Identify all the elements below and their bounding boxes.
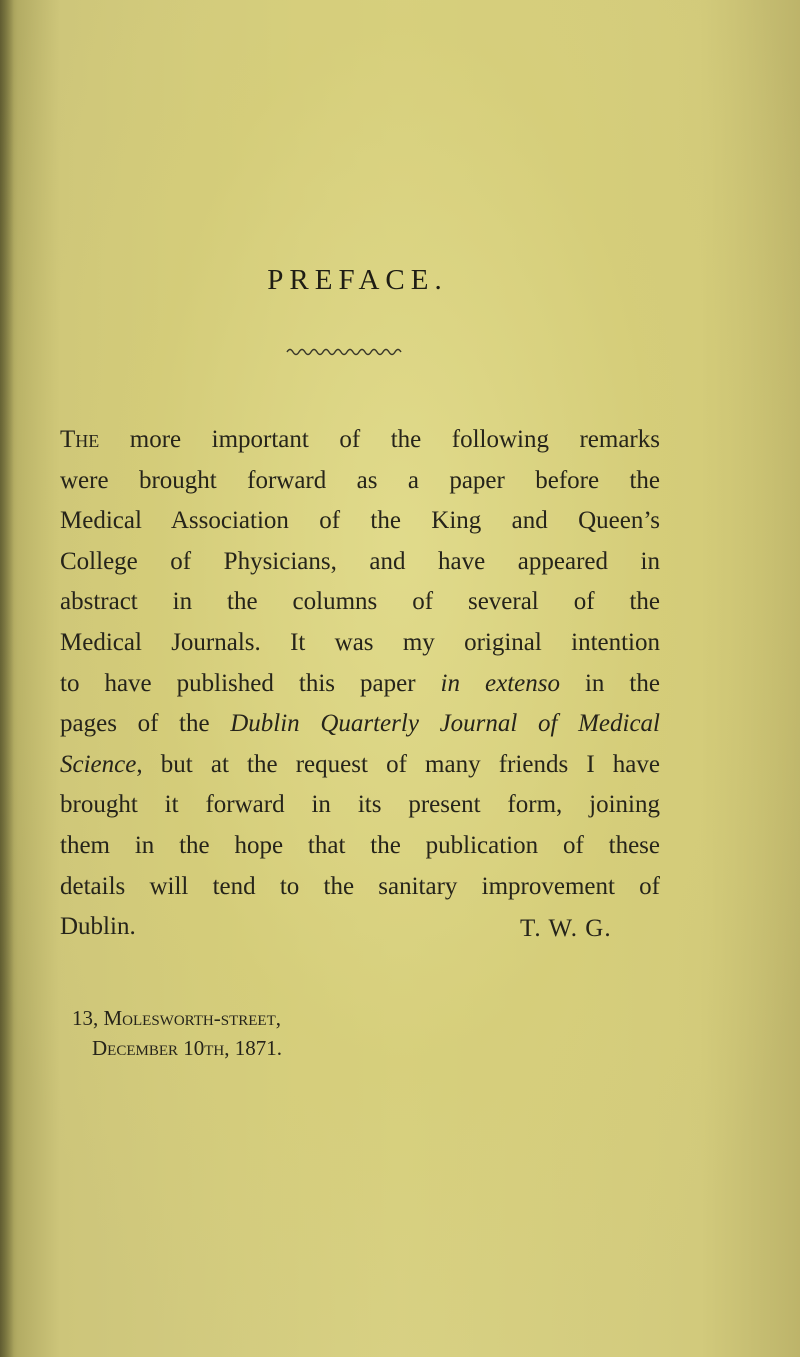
line-text: pages of the	[60, 710, 231, 738]
text-line: College of Physicians, and have appeared in	[60, 547, 660, 575]
text-line	[60, 704, 660, 745]
text-line: Medical Journals. It was my original intention	[60, 628, 660, 656]
line-text: in the	[559, 669, 660, 697]
text-line: were brought forward as a paper before the	[60, 466, 660, 494]
text-line: abstract in the columns of several of the	[60, 588, 660, 616]
binding-shadow	[0, 0, 14, 1357]
text-line: brought it forward in its present form, joining	[60, 791, 660, 819]
line-text: , but at the request of many friends I have	[136, 750, 660, 778]
line-text: more important of the following remarks	[99, 426, 660, 453]
text-line	[60, 420, 660, 461]
text-line: Dublin.	[60, 913, 136, 941]
address-block	[72, 1003, 282, 1063]
date-line: December 10th, 1871.	[92, 1036, 283, 1060]
text-line	[60, 745, 660, 786]
drop-word: The	[60, 426, 100, 453]
text-line: them in the hope that the publication of these	[60, 831, 660, 859]
text-line	[60, 664, 660, 705]
page-title: PREFACE.	[267, 264, 448, 296]
wavy-rule-icon	[285, 344, 405, 358]
author-initials: T. W. G.	[520, 915, 612, 942]
italic-phrase: Dublin Quarterly Journal of Medical	[230, 710, 660, 738]
italic-phrase: in extenso	[440, 669, 560, 697]
line-text: to have published this paper	[60, 669, 441, 697]
italic-phrase: Science	[60, 750, 137, 778]
text-line: Medical Association of the King and Queen’s	[60, 507, 660, 535]
street-address: 13, Molesworth-street,	[72, 1006, 282, 1030]
preface-paragraph	[60, 420, 660, 948]
text-line: details will tend to the sanitary improvement of	[60, 872, 660, 900]
